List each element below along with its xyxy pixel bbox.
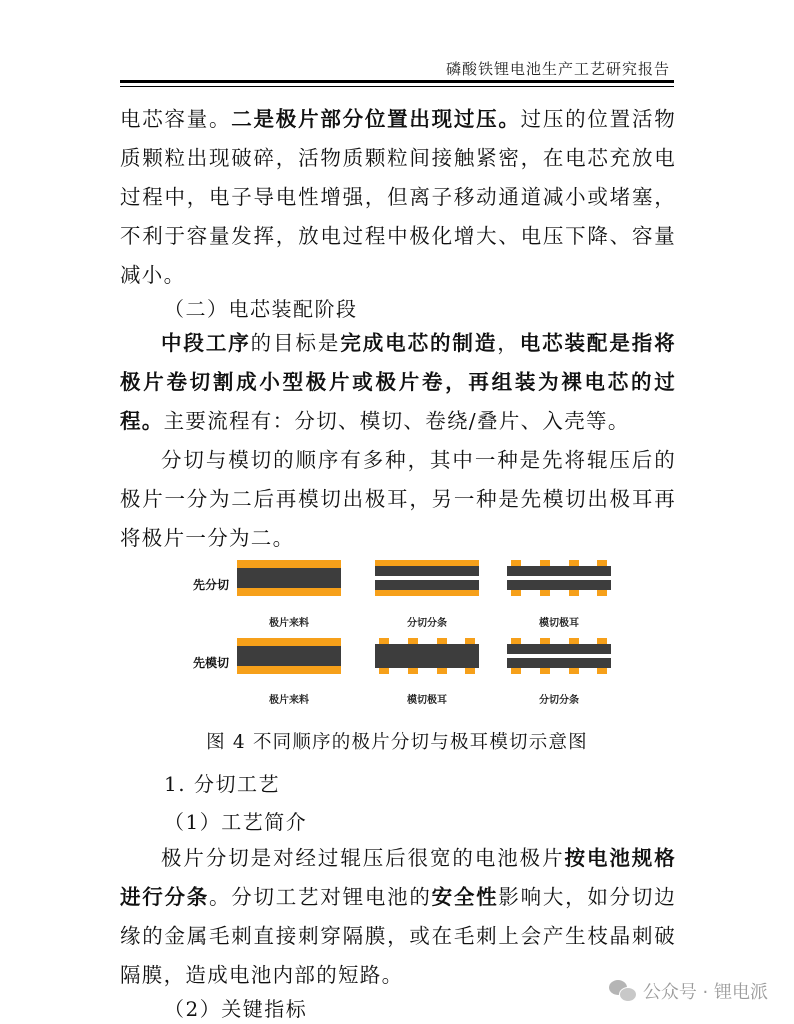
section-heading-cell-assembly: （二）电芯装配阶段 [164,297,358,321]
row-label-slit-first: 先分切 [193,578,230,592]
running-head: 磷酸铁锂电池生产工艺研究报告 [445,60,670,78]
paragraph-mid-process: 中段工序的目标是完成电芯的制造，电芯装配是指将极片卷切割成小型极片或极片卷，再组装为裸电芯的过程。主要流程有：分切、模切、卷绕/叠片、入壳等。 [120,331,676,433]
step-label: 模切极耳 [539,618,579,629]
strip-raw-electrode [237,560,341,596]
strip-slit [375,560,479,596]
paragraph-order: 分切与模切的顺序有多种，其中一种是先将辊压后的极片一分为二后再模切出极耳，另一种是先模切出极耳再将极片一分为二。 [120,448,676,550]
emphasis-overpressure: 二是极片部分位置出现过压。 [231,107,521,131]
step-label: 分切分条 [407,618,447,629]
wechat-icon [609,980,637,1002]
watermark [609,978,768,1004]
watermark-text: 公众号 · 锂电派 [642,982,768,1003]
row-label-die-cut-first: 先模切 [193,656,230,670]
strip-tabbed [375,638,479,674]
figure-caption: 图 4 不同顺序的极片分切与极耳模切示意图 [206,732,588,753]
heading-process-intro: （1）工艺简介 [164,810,308,834]
slitting-die-cutting-figure [185,548,625,718]
step-label: 模切极耳 [407,695,447,706]
header-rule-thin [120,86,674,87]
step-label: 分切分条 [539,695,579,706]
strip-tabbed-then-slit [507,638,611,674]
step-label: 极片来料 [269,618,309,629]
heading-key-indicators: （2）关键指标 [164,997,308,1021]
strip-raw-electrode [237,638,341,674]
paragraph-overpressure: 电芯容量。二是极片部分位置出现过压。过压的位置活物质颗粒出现破碎，活物质颗粒间接触紧密，在电芯充放电过程中，电子导电性增强，但离子移动通道减小或堵塞，不利于容量发挥，放电过程中极化增大、电压下降、容量减小。 [120,107,677,287]
strip-slit-then-tabbed [507,560,611,596]
heading-slitting-process: 1. 分切工艺 [164,772,280,796]
step-label: 极片来料 [269,695,309,706]
header-rule-thick [120,80,674,83]
paragraph-slitting-intro: 极片分切是对经过辊压后很宽的电池极片按电池规格进行分条。分切工艺对锂电池的安全性影响大，如分切边缘的金属毛刺直接刺穿隔膜，或在毛刺上会产生枝晶刺破隔膜，造成电池内部的短路。 [120,846,677,987]
